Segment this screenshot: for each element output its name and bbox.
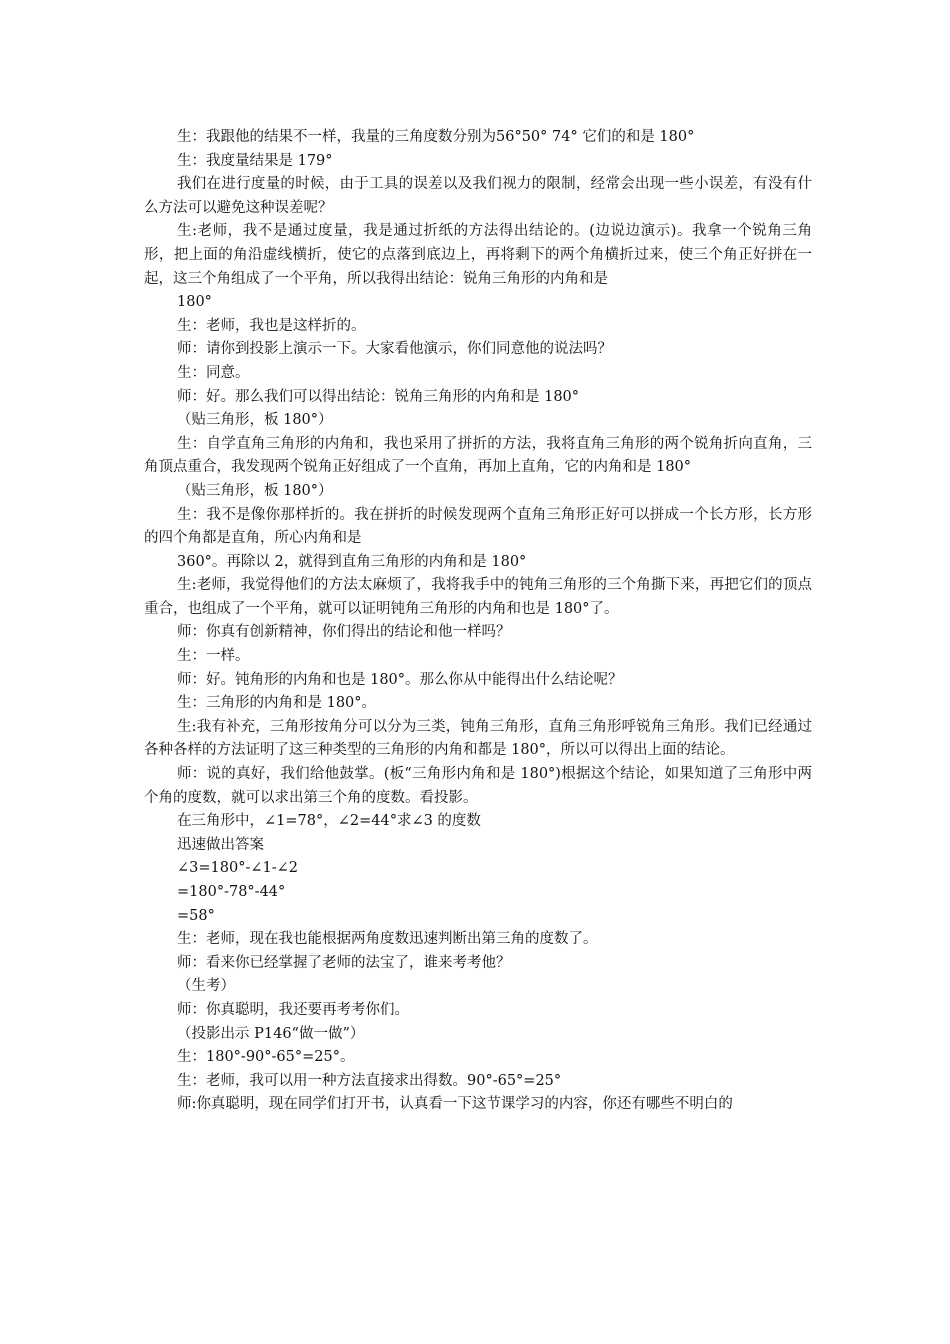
paragraph-22: 在三角形中，∠1=78°，∠2=44°求∠3 的度数	[177, 813, 481, 830]
paragraph-32: 生：180°-90°-65°=25°。	[177, 1049, 355, 1066]
paragraph-20: 生:我有补充，三角形按角分可以分为三类，钝角三角形，直角三角形呼锐角三角形。我们已经通过各种各样的方法证明了这三种类型的三角形的内角和都是 180°，所以可以得出上面的结论。	[144, 718, 812, 759]
paragraph-5: 180°	[177, 294, 212, 311]
paragraph-10: （贴三角形，板 180°）	[177, 412, 333, 429]
paragraph-15: 生:老师，我觉得他们的方法太麻烦了，我将我手中的钝角三角形的三个角撕下来，再把它们的顶点重合，也组成了一个平角，就可以证明钝角三角形的内角和也是 180°了。	[144, 577, 812, 617]
paragraph-6: 生：老师，我也是这样折的。	[177, 317, 366, 334]
paragraph-27: 生：老师，现在我也能根据两角度数迅速判断出第三角的度数了。	[177, 931, 598, 948]
paragraph-4: 生:老师，我不是通过度量，我是通过折纸的方法得出结论的。(边说边演示)。我拿一个锐角三角形，把上面的角沿虚线横折，使它的点落到底边上，再将剩下的两个角横折过来，使三个角正好拼在一起，这三个角组成了一个平角，所以我得出结论：锐角三角形的内角和是	[144, 223, 812, 287]
paragraph-8: 生：同意。	[177, 364, 250, 381]
paragraph-26: =58°	[177, 907, 215, 924]
paragraph-13: 生：我不是像你那样折的。我在拼折的时候发现两个直角三角形正好可以拼成一个长方形，长方形的四个角都是直角，所心内角和是	[144, 506, 812, 547]
paragraph-7: 师：请你到投影上演示一下。大家看他演示，你们同意他的说法吗？	[177, 341, 612, 358]
paragraph-30: 师：你真聪明，我还要再考考你们。	[177, 1001, 409, 1018]
paragraph-14: 360°。再除以 2，就得到直角三角形的内角和是 180°	[177, 553, 527, 570]
paragraph-17: 生：一样。	[177, 648, 250, 665]
paragraph-24: ∠3=180°-∠1-∠2	[177, 860, 298, 877]
paragraph-34: 师:你真聪明，现在同学们打开书，认真看一下这节课学习的内容，你还有哪些不明白的	[177, 1096, 733, 1113]
paragraph-3: 我们在进行度量的时候，由于工具的误差以及我们视力的限制，经常会出现一些小误差，有没有什么方法可以避免这种误差呢？	[144, 176, 812, 216]
paragraph-2: 生：我度量结果是 179°	[177, 152, 333, 169]
paragraph-16: 师：你真有创新精神，你们得出的结论和他一样吗？	[177, 624, 511, 641]
paragraph-21: 师：说的真好，我们给他鼓掌。(板“三角形内角和是 180°)根据这个结论，如果知道了三角形中两个角的度数，就可以求出第三个角的度数。看投影。	[144, 766, 812, 806]
paragraph-29: （生考）	[177, 978, 235, 995]
paragraph-33: 生：老师，我可以用一种方法直接求出得数。90°-65°=25°	[177, 1072, 562, 1089]
paragraph-11: 生：自学直角三角形的内角和，我也采用了拼折的方法，我将直角三角形的两个锐角折向直角，三角顶点重合，我发现两个锐角正好组成了一个直角，再加上直角，它的内角和是 180°	[144, 435, 812, 476]
paragraph-12: （贴三角形，板 180°）	[177, 482, 333, 499]
paragraph-23: 迅速做出答案	[177, 836, 264, 853]
paragraph-25: =180°-78°-44°	[177, 884, 286, 900]
paragraph-31: （投影出示 P146“做一做”）	[177, 1025, 365, 1042]
paragraph-1: 生：我跟他的结果不一样，我量的三角度数分别为56°50° 74° 它们的和是 180°	[177, 129, 695, 145]
paragraph-19: 生：三角形的内角和是 180°。	[177, 695, 377, 712]
paragraph-9: 师：好。那么我们可以得出结论：锐角三角形的内角和是 180°	[177, 388, 580, 405]
paragraph-28: 师：看来你已经掌握了老师的法宝了，谁来考考他？	[177, 954, 511, 971]
document-page	[144, 126, 812, 1117]
paragraph-18: 师：好。钝角形的内角和也是 180°。那么你从中能得出什么结论呢？	[177, 671, 623, 688]
